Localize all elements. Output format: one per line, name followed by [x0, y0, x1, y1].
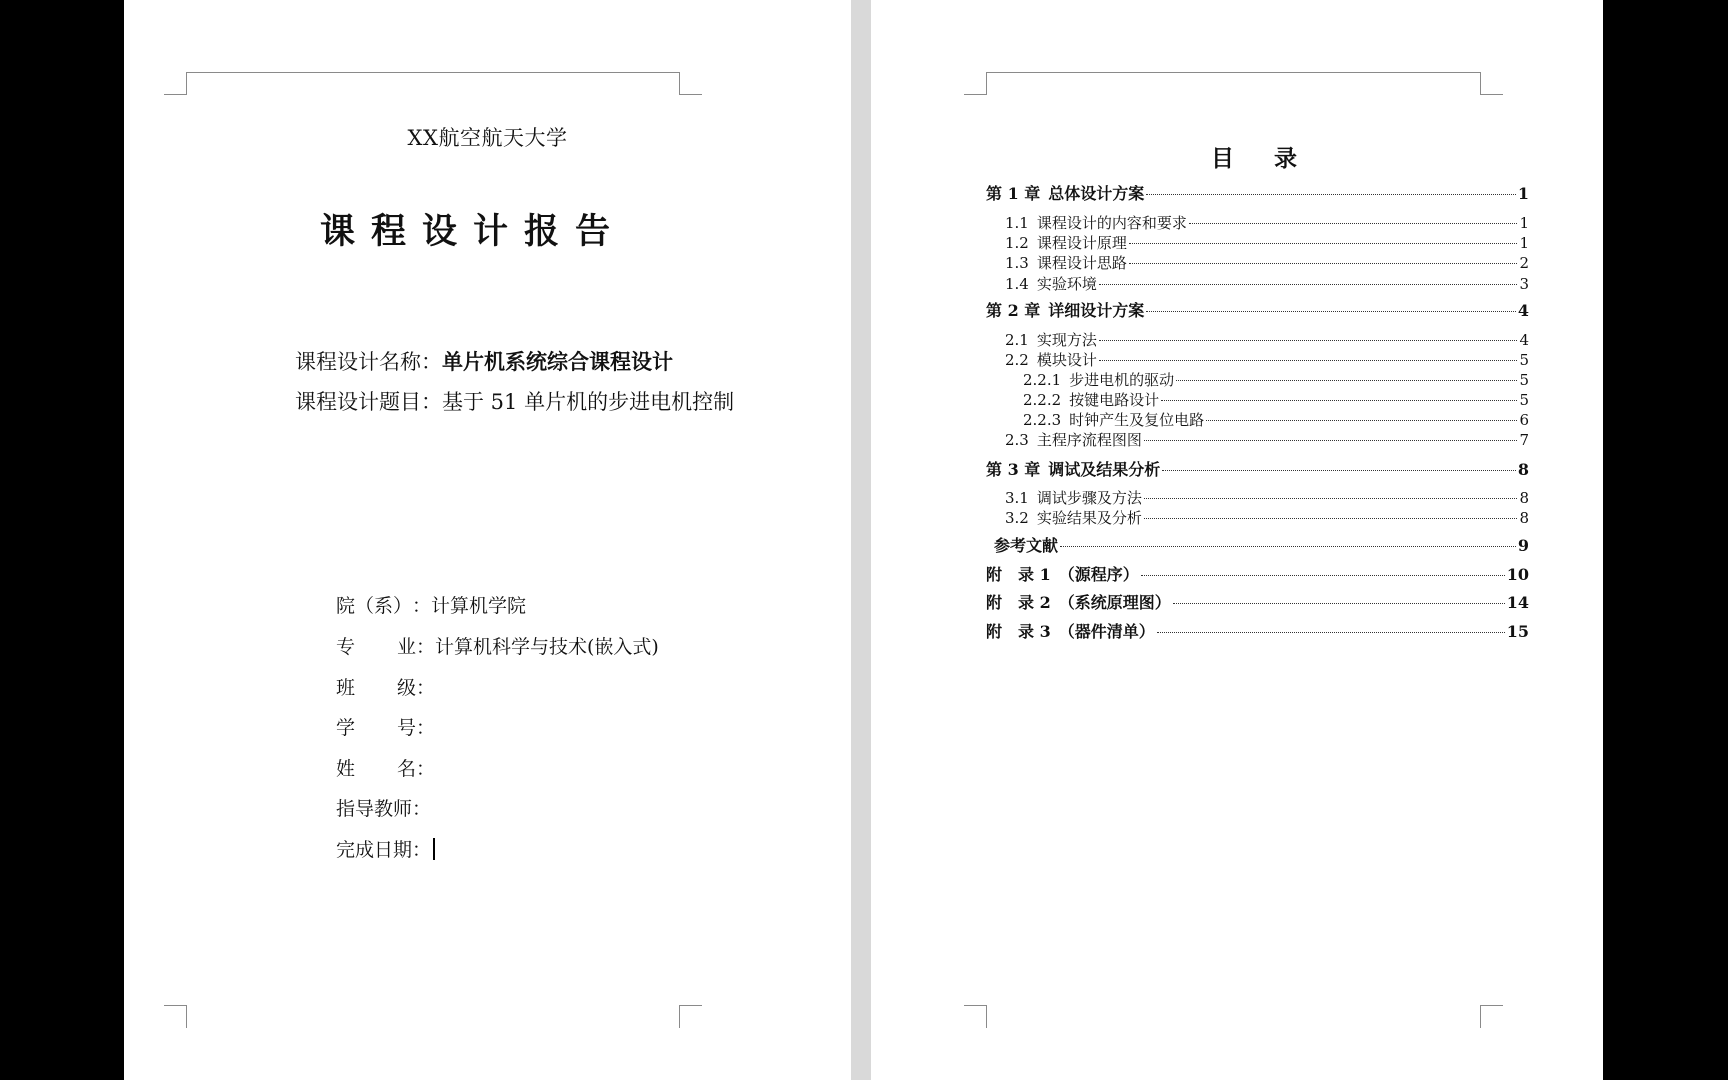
toc-entry[interactable]: 第 2 章 详细设计方案 4: [986, 301, 1529, 320]
margin-mark-bottom-right: [1480, 1005, 1503, 1028]
field-department: 院（系）：计算机学院: [336, 591, 526, 618]
toc-entry[interactable]: 1.4 实验环境 3: [1005, 275, 1529, 293]
toc-page-number: 6: [1519, 411, 1529, 429]
report-title: 课程设计报告: [320, 211, 627, 252]
field-major: 专业：计算机科学与技术(嵌入式): [336, 632, 659, 659]
toc-leader: [1099, 360, 1518, 361]
toc-entry[interactable]: 3.2 实验结果及分析 8: [1005, 509, 1529, 527]
margin-mark-top-right: [1480, 72, 1503, 95]
toc-entry[interactable]: 第 1 章 总体设计方案 1: [986, 184, 1529, 203]
toc-page-number: 8: [1519, 489, 1529, 507]
toc-page-number: 1: [1517, 184, 1529, 203]
margin-mark-bottom-left: [164, 1005, 187, 1028]
page-gutter: [851, 0, 871, 1080]
toc-page[interactable]: [871, 0, 1603, 1080]
toc-page-number: 15: [1506, 622, 1529, 641]
field-label: 学号: [336, 717, 416, 739]
margin-mark-top-left: [964, 72, 987, 95]
cover-page[interactable]: [124, 0, 851, 1080]
field-name: 姓名：: [336, 754, 435, 781]
course-name-line: [295, 346, 673, 376]
university-name: XX航空航天大学: [407, 126, 568, 150]
toc-leader: [1144, 518, 1518, 519]
field-date[interactable]: 完成日期：: [336, 835, 435, 862]
field-label: 指导教师: [336, 798, 413, 820]
field-advisor: 指导教师：: [336, 794, 431, 821]
toc-title: 目录: [1211, 145, 1337, 172]
field-label: 班级: [336, 677, 416, 699]
course-name-label: 课程设计名称：: [295, 350, 442, 374]
toc-leader: [1099, 340, 1518, 341]
course-name-value: 单片机系统综合课程设计: [442, 349, 673, 374]
text-cursor: [433, 838, 435, 860]
toc-page-number: 1: [1519, 214, 1529, 232]
toc-leader: [1173, 603, 1505, 604]
toc-page-number: 4: [1519, 331, 1529, 349]
toc-page-number: 9: [1517, 536, 1529, 555]
toc-page-number: 5: [1519, 391, 1529, 409]
field-label: 姓名: [336, 758, 416, 780]
toc-page-number: 8: [1517, 460, 1529, 479]
toc-entry[interactable]: 2.1 实现方法 4: [1005, 331, 1529, 349]
toc-page-number: 4: [1517, 301, 1529, 320]
toc-page-number: 5: [1519, 351, 1529, 369]
toc-entry[interactable]: 1.1 课程设计的内容和要求 1: [1005, 214, 1529, 232]
margin-mark-top-left: [164, 72, 187, 95]
toc-entry[interactable]: 附 录 1 （源程序） 10: [986, 565, 1529, 584]
course-topic-line: [295, 386, 734, 416]
toc-leader: [1161, 400, 1517, 401]
field-label: 专业: [336, 636, 416, 658]
toc-leader: [1129, 243, 1518, 244]
toc-entry[interactable]: 附 录 2 （系统原理图） 14: [986, 593, 1529, 612]
toc-leader: [1206, 420, 1517, 421]
toc-leader: [1144, 498, 1518, 499]
toc-entry[interactable]: 第 3 章 调试及结果分析 8: [986, 460, 1529, 479]
header-line: [187, 72, 679, 73]
toc-leader: [1189, 223, 1518, 224]
toc-page-number: 2: [1519, 254, 1529, 272]
toc-entry[interactable]: 2.2.1 步进电机的驱动 5: [1023, 371, 1529, 389]
toc-page-number: 10: [1506, 565, 1529, 584]
toc-leader: [1060, 546, 1516, 547]
toc-entry[interactable]: 1.2 课程设计原理 1: [1005, 234, 1529, 252]
margin-mark-bottom-left: [964, 1005, 987, 1028]
toc-page-number: 14: [1506, 593, 1529, 612]
toc-leader: [1146, 311, 1516, 312]
toc-page-number: 1: [1519, 234, 1529, 252]
toc-page-number: 3: [1519, 275, 1529, 293]
toc-leader: [1146, 194, 1516, 195]
toc-leader: [1099, 284, 1518, 285]
toc-leader: [1129, 263, 1518, 264]
margin-mark-top-right: [679, 72, 702, 95]
toc-entry[interactable]: 参考文献 9: [994, 536, 1529, 555]
header-line: [987, 72, 1480, 73]
toc-leader: [1176, 380, 1517, 381]
field-class: 班级：: [336, 673, 435, 700]
course-topic-value: 基于 51 单片机的步进电机控制: [442, 390, 735, 414]
toc-entry[interactable]: 2.2 模块设计 5: [1005, 351, 1529, 369]
toc-page-number: 8: [1519, 509, 1529, 527]
toc-entry[interactable]: 3.1 调试步骤及方法 8: [1005, 489, 1529, 507]
toc-page-number: 5: [1519, 371, 1529, 389]
toc-entry[interactable]: 2.2.2 按键电路设计 5: [1023, 391, 1529, 409]
toc-entry[interactable]: 2.2.3 时钟产生及复位电路 6: [1023, 411, 1529, 429]
toc-leader: [1144, 440, 1518, 441]
course-topic-label: 课程设计题目：: [295, 390, 442, 414]
toc-leader: [1162, 470, 1516, 471]
field-value: 计算机科学与技术(嵌入式): [435, 636, 659, 658]
margin-mark-bottom-right: [679, 1005, 702, 1028]
toc-leader: [1141, 575, 1505, 576]
field-student-id: 学号：: [336, 713, 435, 740]
field-label: 院（系）: [336, 595, 413, 617]
field-label: 完成日期: [336, 839, 413, 861]
toc-entry[interactable]: 1.3 课程设计思路 2: [1005, 254, 1529, 272]
toc-leader: [1157, 632, 1505, 633]
toc-entry[interactable]: 2.3 主程序流程图图 7: [1005, 431, 1529, 449]
field-value: 计算机学院: [431, 595, 527, 617]
toc-page-number: 7: [1519, 431, 1529, 449]
toc-entry[interactable]: 附 录 3 （器件清单） 15: [986, 622, 1529, 641]
